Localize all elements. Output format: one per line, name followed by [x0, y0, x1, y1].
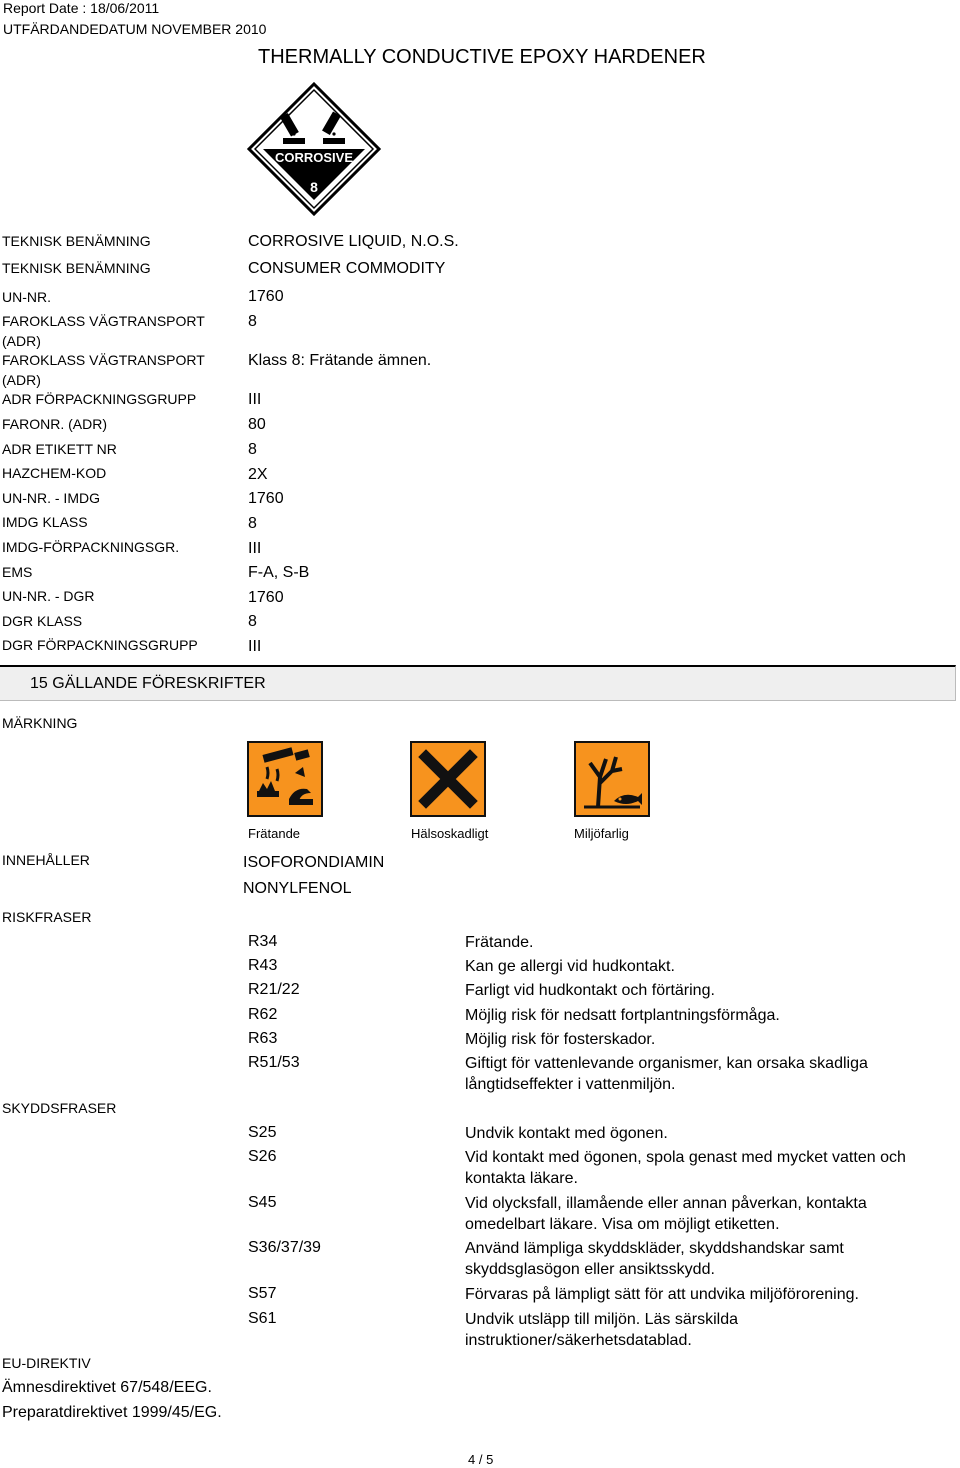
safety-text: Undvik kontakt med ögonen.	[465, 1125, 668, 1142]
transport-label-10: IMDG KLASS	[2, 514, 88, 530]
transport-value-3: 8	[248, 313, 257, 330]
transport-value-9: 1760	[248, 490, 284, 507]
safety-code: S26	[248, 1148, 277, 1165]
transport-label-2: UN-NR.	[2, 289, 51, 305]
transport-label-11: IMDG-FÖRPACKNINGSGR.	[2, 539, 180, 555]
product-title: THERMALLY CONDUCTIVE EPOXY HARDENER	[258, 46, 706, 68]
safety-code: S57	[248, 1285, 277, 1302]
risk-code: R62	[248, 1006, 278, 1023]
safety-text: Undvik utsläpp till miljön. Läs särskilda instruktioner/säkerhetsdatablad.	[465, 1311, 738, 1349]
corrosive-label-text: CORROSIVE	[274, 150, 354, 165]
risk-text: Möjlig risk för fosterskador.	[465, 1031, 656, 1048]
contains-item: ISOFORONDIAMIN	[243, 854, 385, 871]
transport-value-11: III	[248, 540, 262, 557]
environment-pictogram-icon	[574, 741, 650, 817]
risk-phrases-label: RISKFRASER	[2, 909, 92, 925]
transport-label-4: FAROKLASS VÄGTRANSPORT	[2, 352, 205, 368]
risk-text: Frätande.	[465, 934, 534, 951]
risk-code: R21/22	[248, 981, 300, 998]
pictogram-caption: Frätande	[248, 826, 301, 841]
transport-label-4b: (ADR)	[2, 372, 41, 388]
transport-value-8: 2X	[248, 466, 268, 483]
transport-label-7: ADR ETIKETT NR	[2, 441, 117, 457]
eu-directive-label: EU-DIREKTIV	[2, 1355, 91, 1371]
transport-value-12: F-A, S-B	[248, 564, 310, 581]
contains-label: INNEHÅLLER	[2, 852, 90, 868]
safety-text: Förvaras på lämpligt sätt för att undvika miljöförorening.	[465, 1286, 859, 1303]
transport-value-13: 1760	[248, 589, 284, 606]
transport-label-3b: (ADR)	[2, 333, 41, 349]
transport-label-12: EMS	[2, 564, 33, 580]
safety-code: S61	[248, 1310, 277, 1327]
eu-directive-line: Ämnesdirektivet 67/548/EEG.	[2, 1379, 212, 1396]
safety-phrases-label: SKYDDSFRASER	[2, 1100, 117, 1116]
transport-label-13: UN-NR. - DGR	[2, 588, 95, 604]
marking-label: MÄRKNING	[2, 715, 78, 731]
transport-label-5: ADR FÖRPACKNINGSGRUPP	[2, 391, 197, 407]
risk-code: R43	[248, 957, 278, 974]
transport-label-15: DGR FÖRPACKNINGSGRUPP	[2, 637, 198, 653]
harmful-x-pictogram-icon	[410, 741, 486, 817]
transport-label-1: TEKNISK BENÄMNING	[2, 260, 151, 276]
transport-label-0: TEKNISK BENÄMNING	[2, 233, 151, 249]
risk-code: R51/53	[248, 1054, 300, 1071]
risk-code: R63	[248, 1030, 278, 1047]
corrosive-transport-label-icon	[247, 82, 381, 216]
pictogram-caption: Hälsoskadligt	[411, 826, 489, 841]
transport-value-2: 1760	[248, 288, 284, 305]
transport-value-7: 8	[248, 441, 257, 458]
transport-label-3: FAROKLASS VÄGTRANSPORT	[2, 313, 205, 329]
eu-directive-line: Preparatdirektivet 1999/45/EG.	[2, 1404, 222, 1421]
safety-code: S36/37/39	[248, 1239, 321, 1256]
safety-code: S25	[248, 1124, 277, 1141]
safety-code: S45	[248, 1194, 277, 1211]
section-title: 15 GÄLLANDE FÖRESKRIFTER	[30, 675, 266, 692]
safety-text: Vid olycksfall, illamående eller annan påverkan, kontakta omedelbart läkare. Visa om möjligt etiketten.	[465, 1195, 867, 1233]
transport-value-6: 80	[248, 416, 266, 433]
safety-text: Använd lämpliga skyddskläder, skyddshandskar samt skyddsglasögon eller ansiktsskydd.	[465, 1240, 844, 1278]
transport-value-14: 8	[248, 613, 257, 630]
transport-label-14: DGR KLASS	[2, 613, 83, 629]
contains-item: NONYLFENOL	[243, 880, 352, 897]
risk-text: Farligt vid hudkontakt och förtäring.	[465, 982, 715, 999]
transport-value-4: Klass 8: Frätande ämnen.	[248, 352, 432, 369]
page-number: 4 / 5	[468, 1452, 494, 1467]
transport-label-6: FARONR. (ADR)	[2, 416, 107, 432]
risk-text: Kan ge allergi vid hudkontakt.	[465, 958, 675, 975]
transport-value-10: 8	[248, 515, 257, 532]
issue-date: UTFÄRDANDEDATUM NOVEMBER 2010	[3, 21, 267, 37]
corrosive-pictogram-icon	[247, 741, 323, 817]
transport-value-0: CORROSIVE LIQUID, N.O.S.	[248, 233, 459, 250]
transport-label-8: HAZCHEM-KOD	[2, 465, 107, 481]
risk-text: Giftigt för vattenlevande organismer, kan orsaka skadliga långtidseffekter i vattenmiljön.	[465, 1055, 868, 1093]
section-header	[0, 665, 956, 701]
class-number: 8	[310, 179, 318, 195]
transport-value-15: III	[248, 638, 262, 655]
risk-text: Möjlig risk för nedsatt fortplantningsförmåga.	[465, 1007, 780, 1024]
risk-code: R34	[248, 933, 278, 950]
transport-value-5: III	[248, 391, 262, 408]
safety-text: Vid kontakt med ögonen, spola genast med mycket vatten och kontakta läkare.	[465, 1149, 906, 1187]
transport-label-9: UN-NR. - IMDG	[2, 490, 100, 506]
report-date: Report Date : 18/06/2011	[3, 0, 160, 16]
pictogram-caption: Miljöfarlig	[574, 826, 629, 841]
transport-value-1: CONSUMER COMMODITY	[248, 260, 446, 277]
